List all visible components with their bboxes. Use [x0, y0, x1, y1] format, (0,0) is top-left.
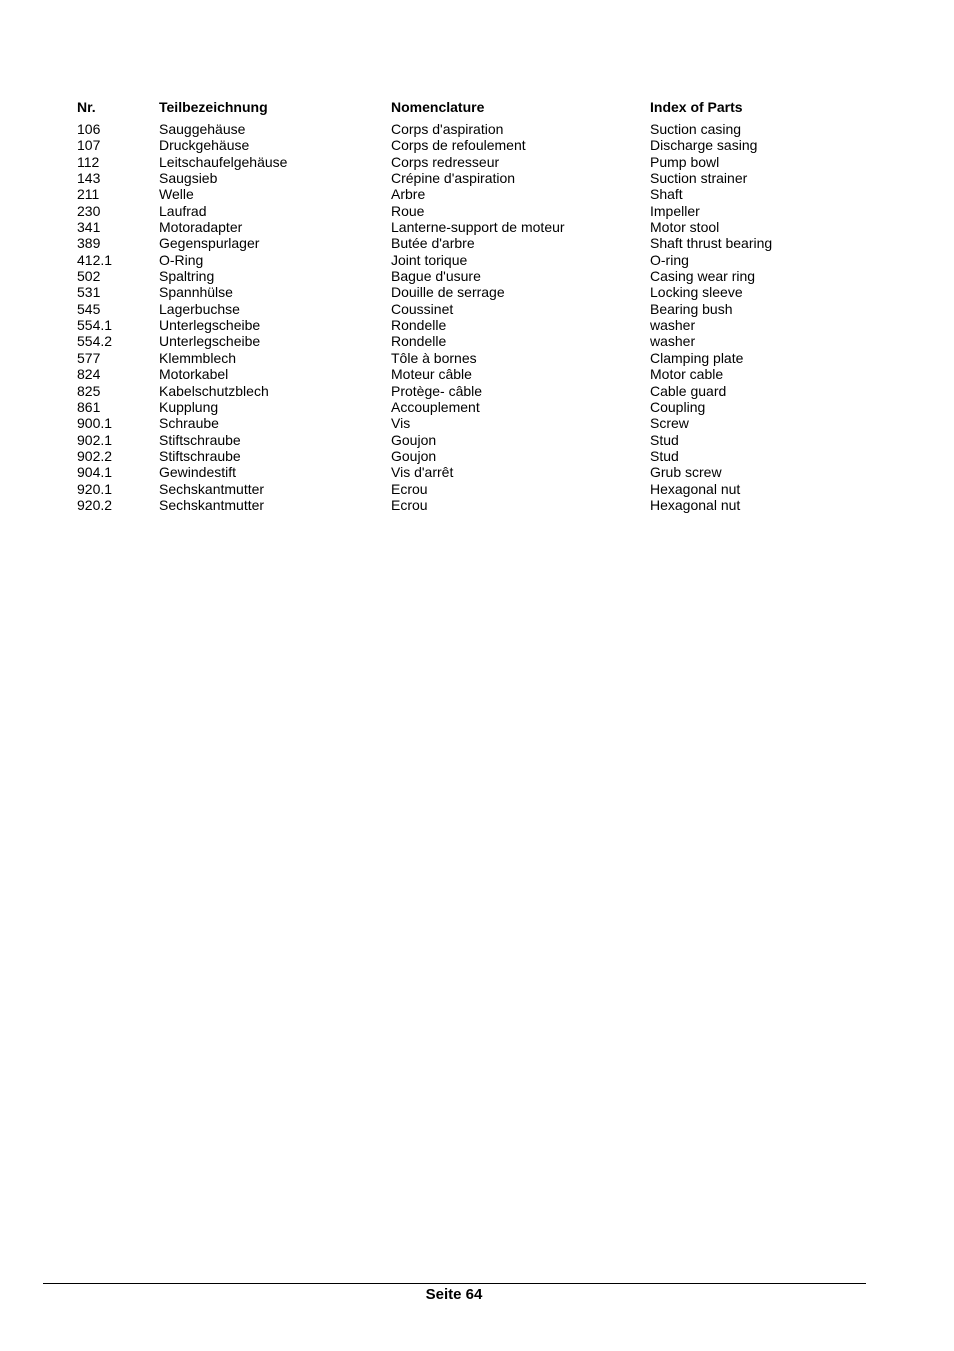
cell-french-name: Corps de refoulement [391, 137, 526, 154]
table-row [77, 121, 870, 137]
cell-part-number: 107 [77, 137, 101, 154]
table-header-row [77, 99, 870, 121]
cell-part-number: 112 [77, 153, 100, 170]
table-row [77, 137, 870, 153]
cell-german-name: O-Ring [159, 251, 204, 268]
cell-part-number: 211 [77, 186, 100, 203]
cell-english-name: Grub screw [650, 464, 722, 481]
table-body [77, 121, 870, 513]
header-french-name: Nomenclature [391, 99, 485, 115]
cell-german-name: Kabelschutzblech [159, 382, 269, 399]
cell-english-name: washer [650, 333, 696, 350]
table-row [77, 317, 870, 333]
cell-part-number: 900.1 [77, 415, 113, 432]
table-row [77, 497, 870, 513]
cell-english-name: Casing wear ring [650, 268, 756, 285]
table-row [77, 399, 870, 415]
cell-german-name: Lagerbuchse [159, 300, 240, 317]
cell-german-name: Stiftschraube [159, 447, 241, 464]
cell-english-name: Motor cable [650, 366, 724, 383]
cell-part-number: 389 [77, 235, 101, 252]
cell-french-name: Vis [391, 415, 411, 432]
cell-french-name: Ecrou [391, 480, 428, 497]
cell-english-name: O-ring [650, 251, 689, 268]
cell-part-number: 502 [77, 268, 101, 285]
cell-english-name: Discharge sasing [650, 137, 758, 154]
footer-divider [43, 1283, 866, 1284]
cell-german-name: Gegenspurlager [159, 235, 260, 252]
cell-part-number: 230 [77, 202, 101, 219]
table-row [77, 301, 870, 317]
cell-english-name: Shaft [650, 186, 683, 203]
cell-english-name: Impeller [650, 202, 700, 219]
cell-part-number: 412.1 [77, 251, 113, 268]
cell-english-name: Cable guard [650, 382, 727, 399]
cell-part-number: 545 [77, 300, 101, 317]
cell-part-number: 341 [77, 219, 101, 236]
table-row [77, 219, 870, 235]
cell-french-name: Douille de serrage [391, 284, 505, 301]
table-row [77, 415, 870, 431]
cell-french-name: Lanterne-support de moteur [391, 219, 565, 236]
cell-part-number: 904.1 [77, 464, 113, 481]
cell-english-name: Shaft thrust bearing [650, 235, 773, 252]
cell-english-name: Hexagonal nut [650, 480, 741, 497]
cell-english-name: Hexagonal nut [650, 496, 741, 513]
cell-part-number: 824 [77, 366, 101, 383]
cell-german-name: Sechskantmutter [159, 480, 265, 497]
cell-part-number: 554.1 [77, 317, 113, 334]
cell-german-name: Spannhülse [159, 284, 233, 301]
cell-french-name: Butée d'arbre [391, 235, 475, 252]
table-row [77, 203, 870, 219]
cell-english-name: Clamping plate [650, 349, 744, 366]
table-row [77, 350, 870, 366]
cell-french-name: Rondelle [391, 333, 447, 350]
cell-part-number: 531 [77, 284, 101, 301]
cell-english-name: Stud [650, 431, 679, 448]
cell-english-name: Pump bowl [650, 153, 720, 170]
cell-english-name: Suction strainer [650, 170, 748, 187]
table-row [77, 366, 870, 382]
table-row [77, 268, 870, 284]
cell-french-name: Protège- câble [391, 382, 483, 399]
cell-french-name: Vis d'arrêt [391, 464, 454, 481]
cell-part-number: 902.2 [77, 447, 113, 464]
cell-german-name: Welle [159, 186, 194, 203]
cell-part-number: 902.1 [77, 431, 113, 448]
table-row [77, 252, 870, 268]
cell-part-number: 577 [77, 349, 101, 366]
table-row [77, 170, 870, 186]
cell-english-name: Bearing bush [650, 300, 733, 317]
cell-part-number: 920.2 [77, 496, 113, 513]
header-nr: Nr. [77, 99, 96, 115]
cell-german-name: Motoradapter [159, 219, 243, 236]
cell-german-name: Motorkabel [159, 366, 229, 383]
table-row [77, 333, 870, 349]
cell-part-number: 920.1 [77, 480, 113, 497]
cell-german-name: Unterlegscheibe [159, 333, 261, 350]
cell-part-number: 554.2 [77, 333, 113, 350]
cell-english-name: Screw [650, 415, 689, 432]
cell-english-name: Motor stool [650, 219, 720, 236]
cell-german-name: Unterlegscheibe [159, 317, 261, 334]
parts-list-table [77, 99, 870, 513]
cell-english-name: Stud [650, 447, 679, 464]
cell-part-number: 143 [77, 170, 101, 187]
cell-french-name: Accouplement [391, 398, 480, 415]
cell-english-name: Coupling [650, 398, 706, 415]
table-row [77, 383, 870, 399]
page-number: Seite 64 [425, 1286, 483, 1303]
cell-german-name: Druckgehäuse [159, 137, 250, 154]
cell-french-name: Bague d'usure [391, 268, 481, 285]
cell-german-name: Klemmblech [159, 349, 237, 366]
cell-german-name: Spaltring [159, 268, 215, 285]
cell-french-name: Rondelle [391, 317, 447, 334]
cell-part-number: 861 [77, 398, 101, 415]
header-german-name: Teilbezeichnung [159, 99, 268, 115]
cell-german-name: Laufrad [159, 202, 207, 219]
cell-german-name: Saugsieb [159, 170, 218, 187]
table-row [77, 235, 870, 251]
cell-german-name: Kupplung [159, 398, 219, 415]
cell-french-name: Tôle à bornes [391, 349, 477, 366]
table-row [77, 154, 870, 170]
table-row [77, 186, 870, 202]
cell-german-name: Gewindestift [159, 464, 237, 481]
cell-german-name: Schraube [159, 415, 219, 432]
cell-french-name: Joint torique [391, 251, 468, 268]
cell-english-name: Suction casing [650, 121, 742, 137]
cell-french-name: Goujon [391, 431, 437, 448]
table-row [77, 448, 870, 464]
cell-german-name: Sauggehäuse [159, 121, 246, 137]
cell-french-name: Arbre [391, 186, 426, 203]
cell-french-name: Corps d'aspiration [391, 121, 504, 137]
cell-french-name: Coussinet [391, 300, 454, 317]
table-row [77, 464, 870, 480]
cell-french-name: Moteur câble [391, 366, 472, 383]
cell-english-name: Locking sleeve [650, 284, 743, 301]
cell-french-name: Roue [391, 202, 425, 219]
cell-french-name: Ecrou [391, 496, 428, 513]
cell-part-number: 106 [77, 121, 101, 137]
header-english-name: Index of Parts [650, 99, 743, 115]
cell-german-name: Stiftschraube [159, 431, 241, 448]
table-row [77, 481, 870, 497]
table-row [77, 284, 870, 300]
cell-french-name: Crépine d'aspiration [391, 170, 516, 187]
cell-french-name: Goujon [391, 447, 437, 464]
table-row [77, 432, 870, 448]
cell-part-number: 825 [77, 382, 101, 399]
cell-german-name: Sechskantmutter [159, 496, 265, 513]
cell-french-name: Corps redresseur [391, 153, 500, 170]
cell-english-name: washer [650, 317, 696, 334]
cell-german-name: Leitschaufelgehäuse [159, 153, 288, 170]
